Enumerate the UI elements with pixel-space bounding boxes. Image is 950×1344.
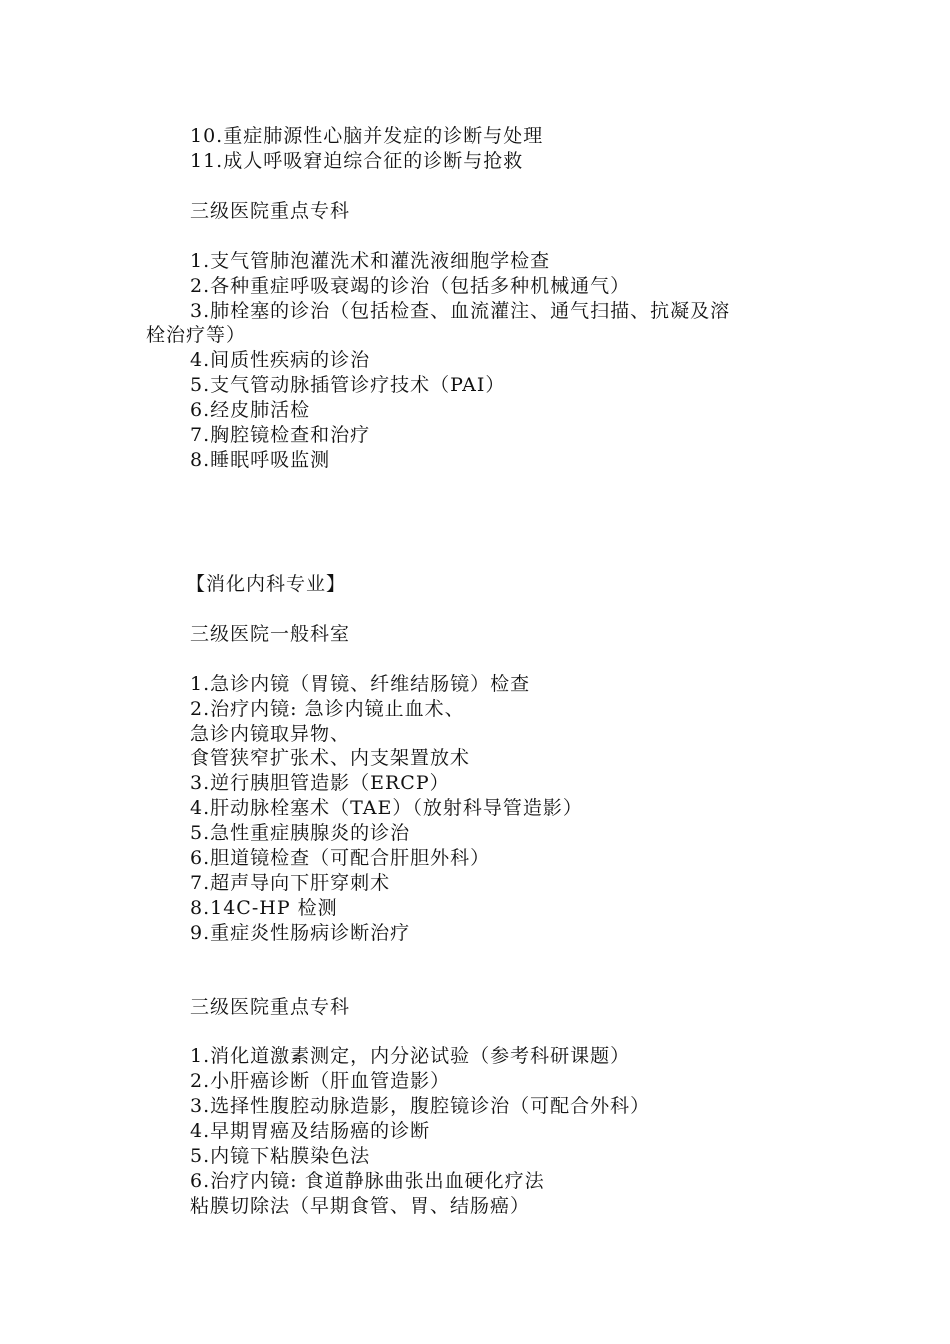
list-item: 7.胸腔镜检查和治疗 xyxy=(190,424,371,446)
list-item: 1.消化道激素测定，内分泌试验（参考科研课题） xyxy=(190,1045,631,1067)
list-item: 5.支气管动脉插管诊疗技术（PAI） xyxy=(190,374,506,396)
list-item: 8.睡眠呼吸监测 xyxy=(190,449,331,471)
list-item: 10.重症肺源性心脑并发症的诊断与处理 xyxy=(190,125,544,147)
list-item: 2.小肝癌诊断（肝血管造影） xyxy=(190,1070,451,1092)
list-item: 5.急性重症胰腺炎的诊治 xyxy=(190,822,411,844)
list-item-continuation: 粘膜切除法（早期食管、胃、结肠癌） xyxy=(190,1195,531,1217)
list-item: 4.间质性疾病的诊治 xyxy=(190,349,371,371)
list-item: 6.治疗内镜: 食道静脉曲张出血硬化疗法 xyxy=(190,1170,545,1192)
list-item: 1.支气管肺泡灌洗术和灌洗液细胞学检查 xyxy=(190,250,551,272)
section-heading: 【消化内科专业】 xyxy=(186,573,347,595)
section-subheading: 三级医院重点专科 xyxy=(190,200,351,222)
section-subheading: 三级医院重点专科 xyxy=(190,996,351,1018)
list-item: 8.14C-HP 检测 xyxy=(190,897,338,919)
list-item-continuation: 栓治疗等） xyxy=(146,324,247,346)
list-item: 2.治疗内镜: 急诊内镜止血术、 xyxy=(190,698,465,720)
list-item: 2.各种重症呼吸衰竭的诊治（包括多种机械通气） xyxy=(190,275,631,297)
list-item: 4.早期胃癌及结肠癌的诊断 xyxy=(190,1120,431,1142)
list-item: 3.选择性腹腔动脉造影，腹腔镜诊治（可配合外科） xyxy=(190,1095,651,1117)
list-item: 4.肝动脉栓塞术（TAE）（放射科导管造影） xyxy=(190,797,583,819)
list-item-continuation: 食管狭窄扩张术、内支架置放术 xyxy=(190,747,471,769)
list-item: 1.急诊内镜（胃镜、纤维结肠镜）检查 xyxy=(190,673,531,695)
list-item: 5.内镜下粘膜染色法 xyxy=(190,1145,371,1167)
list-item: 11.成人呼吸窘迫综合征的诊断与抢救 xyxy=(190,150,524,172)
list-item: 6.经皮肺活检 xyxy=(190,399,311,421)
list-item-continuation: 急诊内镜取异物、 xyxy=(190,723,351,745)
list-item: 6.胆道镜检查（可配合肝胆外科） xyxy=(190,847,491,869)
list-item: 9.重症炎性肠病诊断治疗 xyxy=(190,922,411,944)
list-item: 3.逆行胰胆管造影（ERCP） xyxy=(190,772,450,794)
list-item: 7.超声导向下肝穿刺术 xyxy=(190,872,391,894)
section-subheading: 三级医院一般科室 xyxy=(190,623,351,645)
list-item: 3.肺栓塞的诊治（包括检查、血流灌注、通气扫描、抗凝及溶 xyxy=(190,300,731,322)
